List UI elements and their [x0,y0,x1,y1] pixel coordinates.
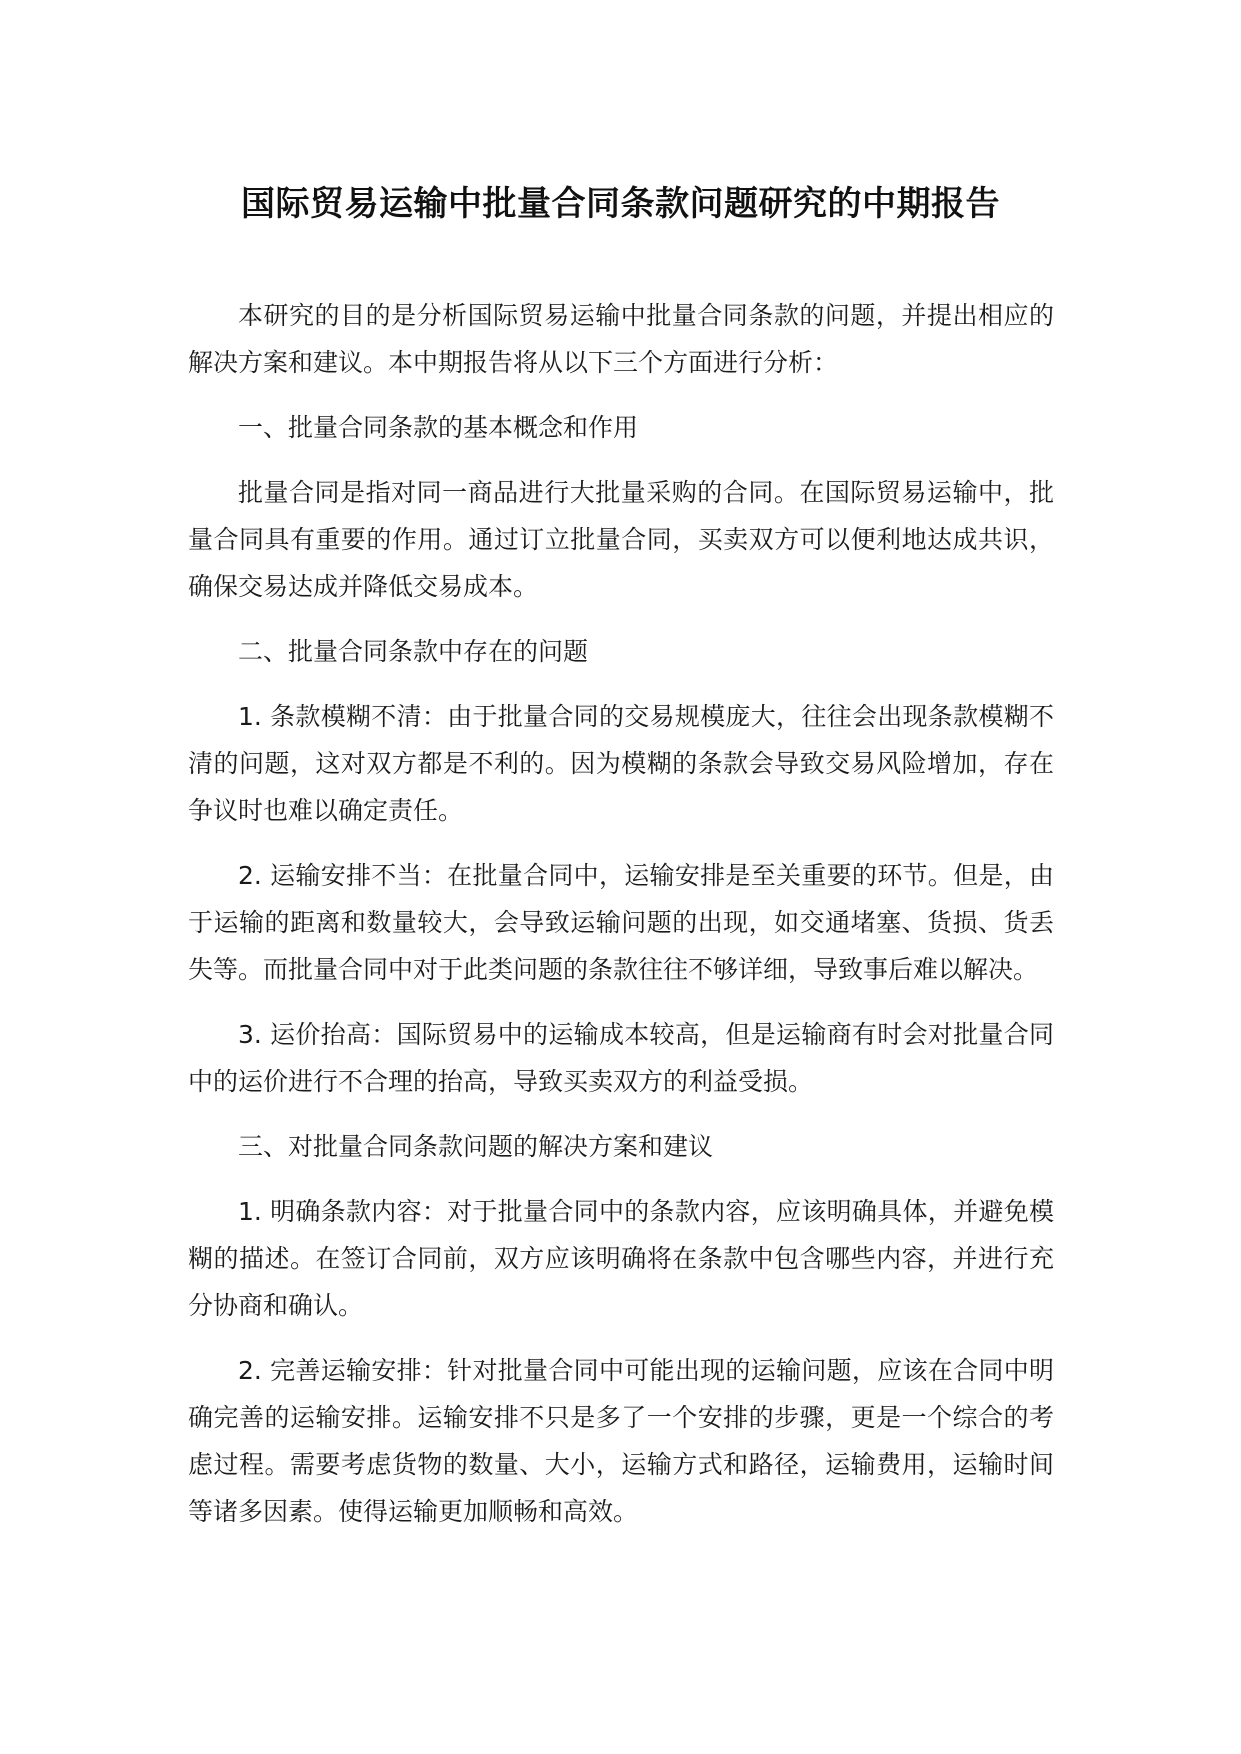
section-heading-1: 一、批量合同条款的基本概念和作用 [238,413,639,442]
document-body [188,292,1054,1553]
list-item-problem-1: 1. 条款模糊不清：由于批量合同的交易规模庞大，往往会出现条款模糊不清的问题，这对双方都是不利的。因为模糊的条款会导致交易风险增加，存在争议时也难以确定责任。 [188,702,1054,825]
section-heading-3: 三、对批量合同条款问题的解决方案和建议 [238,1132,714,1161]
section-heading-2: 二、批量合同条款中存在的问题 [238,637,589,666]
paragraph-intro: 本研究的目的是分析国际贸易运输中批量合同条款的问题，并提出相应的解决方案和建议。本中期报告将从以下三个方面进行分析： [188,301,1054,377]
list-item-solution-2: 2. 完善运输安排：针对批量合同中可能出现的运输问题，应该在合同中明确完善的运输安排。运输安排不只是多了一个安排的步骤，更是一个综合的考虑过程。需要考虑货物的数量、大小，运输方式和路径，运输费用，运输时间等诸多因素。使得运输更加顺畅和高效。 [188,1356,1054,1526]
list-item-problem-3: 3. 运价抬高：国际贸易中的运输成本较高，但是运输商有时会对批量合同中的运价进行不合理的抬高，导致买卖双方的利益受损。 [188,1020,1054,1096]
paragraph-concept: 批量合同是指对同一商品进行大批量采购的合同。在国际贸易运输中，批量合同具有重要的作用。通过订立批量合同，买卖双方可以便利地达成共识，确保交易达成并降低交易成本。 [188,478,1054,601]
list-item-solution-1: 1. 明确条款内容：对于批量合同中的条款内容，应该明确具体，并避免模糊的描述。在签订合同前，双方应该明确将在条款中包含哪些内容，并进行充分协商和确认。 [188,1197,1054,1320]
list-item-problem-2: 2. 运输安排不当：在批量合同中，运输安排是至关重要的环节。但是，由于运输的距离和数量较大，会导致运输问题的出现，如交通堵塞、货损、货丢失等。而批量合同中对于此类问题的条款往往不够详细，导致事后难以解决。 [188,861,1054,984]
document-title: 国际贸易运输中批量合同条款问题研究的中期报告 [241,184,1000,224]
